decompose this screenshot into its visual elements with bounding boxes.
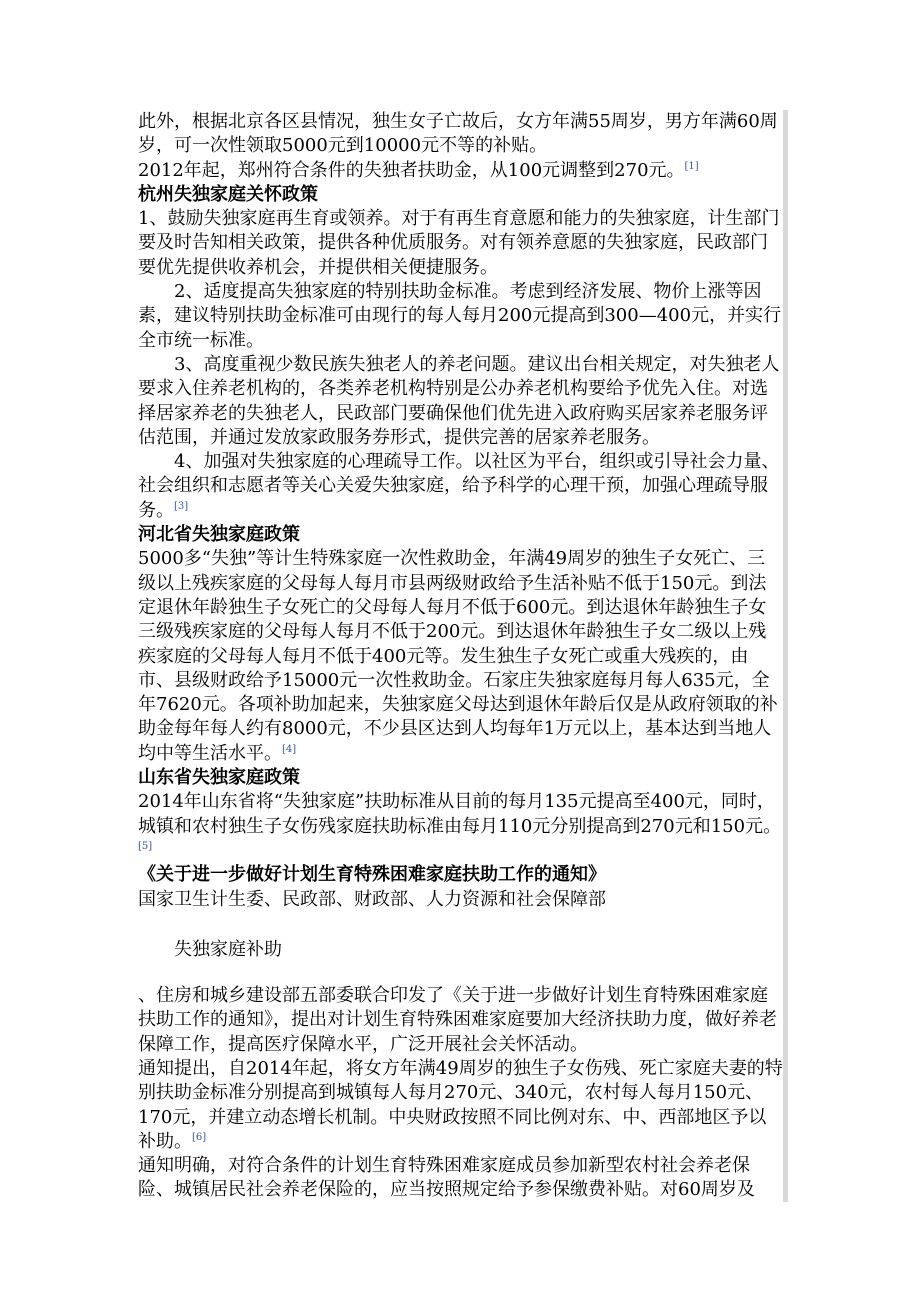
body-paragraph — [138, 1154, 783, 1203]
spacer — [138, 912, 783, 938]
body-paragraph — [138, 110, 783, 159]
citation-link[interactable]: [3] — [174, 500, 189, 512]
section-heading — [138, 766, 783, 790]
body-paragraph — [138, 888, 783, 912]
paragraph-text: 通知明确，对符合条件的计划生育特殊困难家庭成员参加新型农村社会养老保险、城镇居民社会养老保险的，应当按照规定给予参保缴费补贴。对60周岁及 — [138, 1155, 755, 1201]
body-paragraph — [138, 790, 783, 863]
body-paragraph — [138, 159, 783, 183]
body-paragraph — [138, 353, 783, 450]
paragraph-text: 河北省失独家庭政策 — [138, 524, 300, 546]
citation-link[interactable]: [1] — [684, 160, 699, 172]
section-heading — [138, 183, 783, 207]
section-heading — [138, 863, 783, 887]
body-paragraph — [138, 450, 783, 523]
subsection-label — [138, 938, 783, 962]
body-paragraph — [138, 280, 783, 353]
page-edge-shadow — [783, 110, 788, 1202]
paragraph-text: 杭州失独家庭关怀政策 — [138, 183, 318, 205]
paragraph-text: 2、适度提高失独家庭的特别扶助金标准。考虑到经济发展、物价上涨等因素，建议特别扶助金标准可由现行的每人每月200元提高到300—400元，并实行全市统一标准。 — [138, 281, 782, 351]
spacer — [138, 962, 783, 984]
paragraph-text: 5000多“失独”等计生特殊家庭一次性救助金，年满49周岁的独生子女死亡、三级以上残疾家庭的父母每人每月市县两级财政给予生活补贴不低于150元。到法定退休年龄独生子女死亡的父母每人每月不低于600元。到达退休年龄独生子女三级残疾家庭的父母每人每月不低于200元。到达退休年龄独生子女二级以上残疾家庭的父母每人每月不低于400元等。发生独生子女死亡或重大残疾的，由市、县级财政给予15000元一次性救助金。石家庄失独家庭每月每人635元，全年7620元。各项补助加起来，失独家庭父母达到退休年龄后仅是从政府领取的补助金每年每人约有8000元，不少县区达到人均每年1万元以上，基本达到当地人均中等生活水平。 — [138, 548, 778, 764]
paragraph-text: 4、加强对失独家庭的心理疏导工作。以社区为平台，组织或引导社会力量、社会组织和志愿者等关心关爱失独家庭，给予科学的心理干预，加强心理疏导服务。 — [138, 451, 780, 521]
paragraph-text: 2014年山东省将“失独家庭”扶助标准从目前的每月135元提高至400元，同时，城镇和农村独生子女伤残家庭扶助标准由每月110元分别提高到270元和150元。 — [138, 791, 782, 837]
section-heading — [138, 523, 783, 547]
paragraph-text: 山东省失独家庭政策 — [138, 767, 300, 789]
body-paragraph — [138, 1057, 783, 1154]
paragraph-text: 《关于进一步做好计划生育特殊困难家庭扶助工作的通知》 — [138, 864, 606, 886]
document-body — [138, 110, 783, 1203]
citation-link[interactable]: [5] — [138, 840, 153, 852]
citation-link[interactable]: [6] — [192, 1131, 207, 1143]
body-paragraph — [138, 207, 783, 280]
body-paragraph — [138, 547, 783, 766]
paragraph-text: 失独家庭补助 — [174, 938, 282, 960]
paragraph-text: 此外，根据北京各区县情况，独生女子亡故后，女方年满55周岁，男方年满60周岁，可一次性领取5000元到10000元不等的补贴。 — [138, 111, 778, 157]
paragraph-text: 、住房和城乡建设部五部委联合印发了《关于进一步做好计划生育特殊困难家庭扶助工作的通知》，提出对计划生育特殊困难家庭要加大经济扶助力度，做好养老保障工作，提高医疗保障水平，广泛开展社会关怀活动。 — [138, 985, 777, 1055]
paragraph-text: 1、鼓励失独家庭再生育或领养。对于有再生育意愿和能力的失独家庭，计生部门要及时告知相关政策，提供各种优质服务。对有领养意愿的失独家庭，民政部门要优先提供收养机会，并提供相关便捷服务。 — [138, 208, 780, 278]
paragraph-text: 2012年起，郑州符合条件的失独者扶助金，从100元调整到270元。 — [138, 159, 685, 181]
body-paragraph — [138, 984, 783, 1057]
paragraph-text: 3、高度重视少数民族失独老人的养老问题。建议出台相关规定，对失独老人要求入住养老机构的，各类养老机构特别是公办养老机构要给予优先入住。对选择居家养老的失独老人，民政部门要确保他们优先进入政府购买居家养老服务评估范围，并通过发放家政服务券形式，提供完善的居家养老服务。 — [138, 353, 780, 448]
paragraph-text: 通知提出，自2014年起，将女方年满49周岁的独生子女伤残、死亡家庭夫妻的特别扶助金标准分别提高到城镇每人每月270元、340元，农村每人每月150元、170元，并建立动态增长机制。中央财政按照不同比例对东、中、西部地区予以补助。 — [138, 1057, 783, 1152]
citation-link[interactable]: [4] — [282, 743, 297, 755]
paragraph-text: 国家卫生计生委、民政部、财政部、人力资源和社会保障部 — [138, 888, 606, 910]
